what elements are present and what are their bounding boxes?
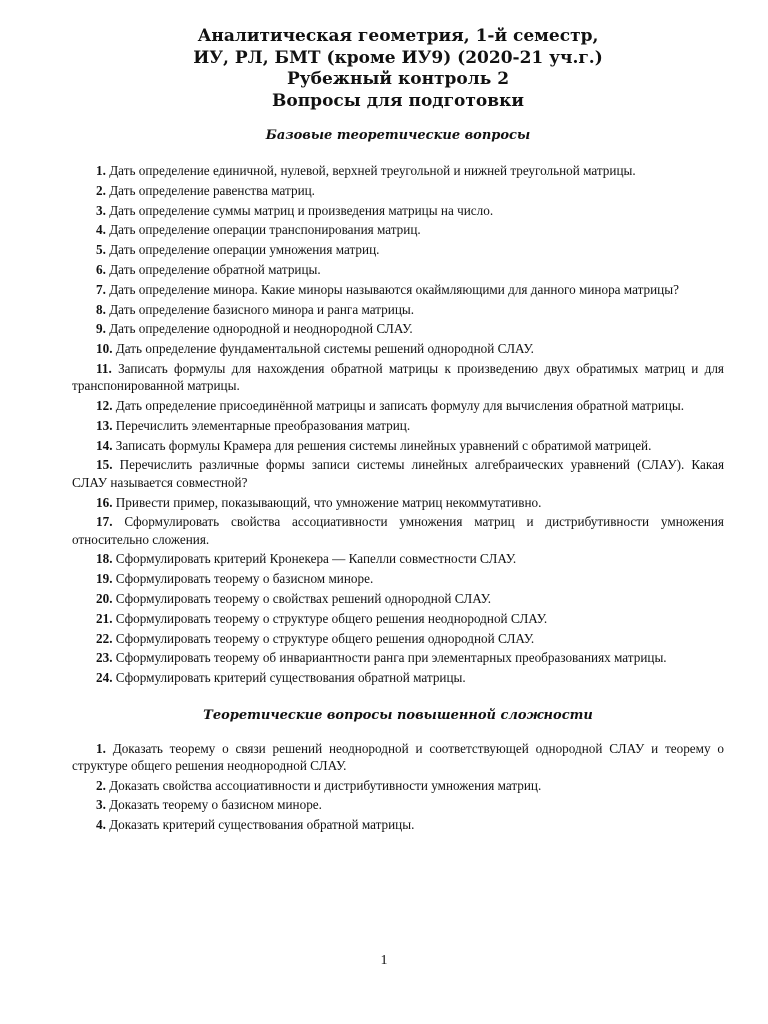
question-text: Дать определение операции умножения матриц.: [109, 242, 380, 258]
question-number: 18.: [96, 551, 113, 567]
question-number: 21.: [96, 610, 113, 626]
section-heading-advanced: Теоретические вопросы повышенной сложности: [203, 707, 593, 723]
question-item: [72, 513, 724, 548]
question-text: Записать формулы Крамера для решения системы линейных уравнений с обратимой матрицей.: [115, 437, 652, 453]
question-text: Дать определение суммы матриц и произведения матрицы на число.: [109, 202, 494, 218]
question-number: 17.: [96, 514, 113, 530]
question-number: 3.: [96, 202, 106, 218]
question-item: [72, 397, 724, 414]
question-text: Сформулировать свойства ассоциативности умножения матриц и дистрибутивности умножения относительно сложения.: [72, 514, 724, 547]
question-text: Доказать свойства ассоциативности и дистрибутивности умножения матриц.: [109, 777, 542, 793]
question-number: 2.: [96, 182, 106, 198]
question-number: 23.: [96, 650, 113, 666]
question-text: Дать определение минора. Какие миноры называются окаймляющими для данного минора матрицы?: [109, 281, 679, 297]
question-text: Доказать критерий существования обратной матрицы.: [109, 817, 415, 833]
title-line-4: Вопросы для подготовки: [272, 90, 524, 111]
question-number: 9.: [96, 321, 106, 337]
title-line-2: ИУ, РЛ, БМТ (кроме ИУ9) (2020-21 уч.г.): [193, 47, 603, 68]
question-item: [72, 261, 724, 278]
question-text: Сформулировать критерий Кронекера — Капелли совместности СЛАУ.: [115, 551, 517, 567]
question-item: [72, 320, 724, 337]
question-number: 4.: [96, 817, 106, 833]
question-number: 14.: [96, 437, 113, 453]
document-page: [72, 0, 724, 836]
question-number: 11.: [96, 360, 112, 376]
title-line-3: Рубежный контроль 2: [286, 69, 510, 89]
question-item: [72, 649, 724, 666]
question-number: 8.: [96, 301, 106, 317]
question-text: Перечислить элементарные преобразования матриц.: [115, 417, 411, 433]
page-number: 1: [380, 953, 388, 968]
question-text: Привести пример, показывающий, что умножение матриц некоммутативно.: [115, 494, 542, 510]
question-number: 13.: [96, 417, 113, 433]
question-number: 22.: [96, 630, 113, 646]
document-title: [72, 26, 724, 112]
question-item: [72, 360, 724, 395]
question-text: Дать определение однородной и неоднородной СЛАУ.: [109, 321, 413, 337]
question-text: Дать определение обратной матрицы.: [109, 261, 321, 277]
question-number: 16.: [96, 494, 113, 510]
question-number: 10.: [96, 341, 113, 357]
question-item: [72, 437, 724, 454]
question-text: Дать определение присоединённой матрицы и записать формулу для вычисления обратной матрицы.: [115, 398, 685, 414]
question-number: 2.: [96, 777, 106, 793]
question-number: 7.: [96, 281, 106, 297]
question-number: 15.: [96, 457, 113, 473]
question-item: [72, 241, 724, 258]
question-item: [72, 777, 724, 794]
question-number: 1.: [96, 740, 106, 756]
question-item: [72, 340, 724, 357]
question-item: [72, 417, 724, 434]
section-heading-basic: Базовые теоретические вопросы: [265, 128, 531, 143]
question-text: Сформулировать теорему о базисном миноре.: [115, 571, 374, 587]
question-number: 5.: [96, 242, 106, 258]
question-item: [72, 301, 724, 318]
question-text: Дать определение фундаментальной системы решений однородной СЛАУ.: [115, 341, 534, 357]
question-text: Доказать теорему о связи решений неоднородной и соответствующей однородной СЛАУ и теорему о структуре общего решения неоднородной СЛАУ.: [72, 740, 724, 773]
question-number: 24.: [96, 670, 113, 686]
question-text: Сформулировать теорему о структуре общего решения неоднородной СЛАУ.: [115, 610, 548, 626]
question-text: Доказать теорему о базисном миноре.: [109, 797, 322, 813]
question-text: Сформулировать критерий существования обратной матрицы.: [115, 670, 466, 686]
question-item: [72, 669, 724, 686]
question-item: [72, 610, 724, 627]
title-line-1: Аналитическая геометрия, 1-й семестр,: [197, 26, 599, 46]
question-item: [72, 182, 724, 199]
question-text: Сформулировать теорему о структуре общего решения однородной СЛАУ.: [115, 630, 535, 646]
question-item: [72, 740, 724, 775]
question-number: 6.: [96, 261, 106, 277]
question-item: [72, 494, 724, 511]
question-item: [72, 570, 724, 587]
question-item: [72, 590, 724, 607]
question-item: [72, 202, 724, 219]
question-text: Дать определение базисного минора и ранга матрицы.: [109, 301, 415, 317]
question-text: Сформулировать теорему об инвариантности ранга при элементарных преобразованиях матрицы.: [115, 650, 667, 666]
question-text: Дать определение операции транспонирования матриц.: [109, 222, 421, 238]
question-text: Записать формулы для нахождения обратной матрицы к произведению двух обратимых матриц и для транспонированной матрицы.: [72, 360, 724, 394]
question-item: [72, 221, 724, 238]
question-text: Перечислить различные формы записи системы линейных алгебраических уравнений (СЛАУ). Какая СЛАУ называется совместной?: [72, 457, 725, 490]
question-text: Дать определение равенства матриц.: [109, 182, 315, 198]
advanced-questions-list: [72, 740, 724, 834]
question-item: [72, 550, 724, 567]
question-item: [72, 796, 724, 813]
question-number: 20.: [96, 591, 113, 607]
question-item: [72, 816, 724, 833]
question-number: 1.: [96, 163, 106, 178]
question-item: [72, 281, 724, 298]
question-item: [72, 162, 724, 179]
question-number: 4.: [96, 222, 106, 238]
question-item: [72, 630, 724, 647]
question-number: 3.: [96, 797, 106, 813]
basic-questions-list: [72, 162, 724, 687]
question-text: Дать определение единичной, нулевой, верхней треугольной и нижней треугольной матрицы.: [109, 163, 636, 178]
question-item: [72, 456, 724, 491]
question-number: 19.: [96, 571, 113, 587]
question-text: Сформулировать теорему о свойствах решений однородной СЛАУ.: [115, 591, 492, 607]
question-number: 12.: [96, 398, 113, 414]
